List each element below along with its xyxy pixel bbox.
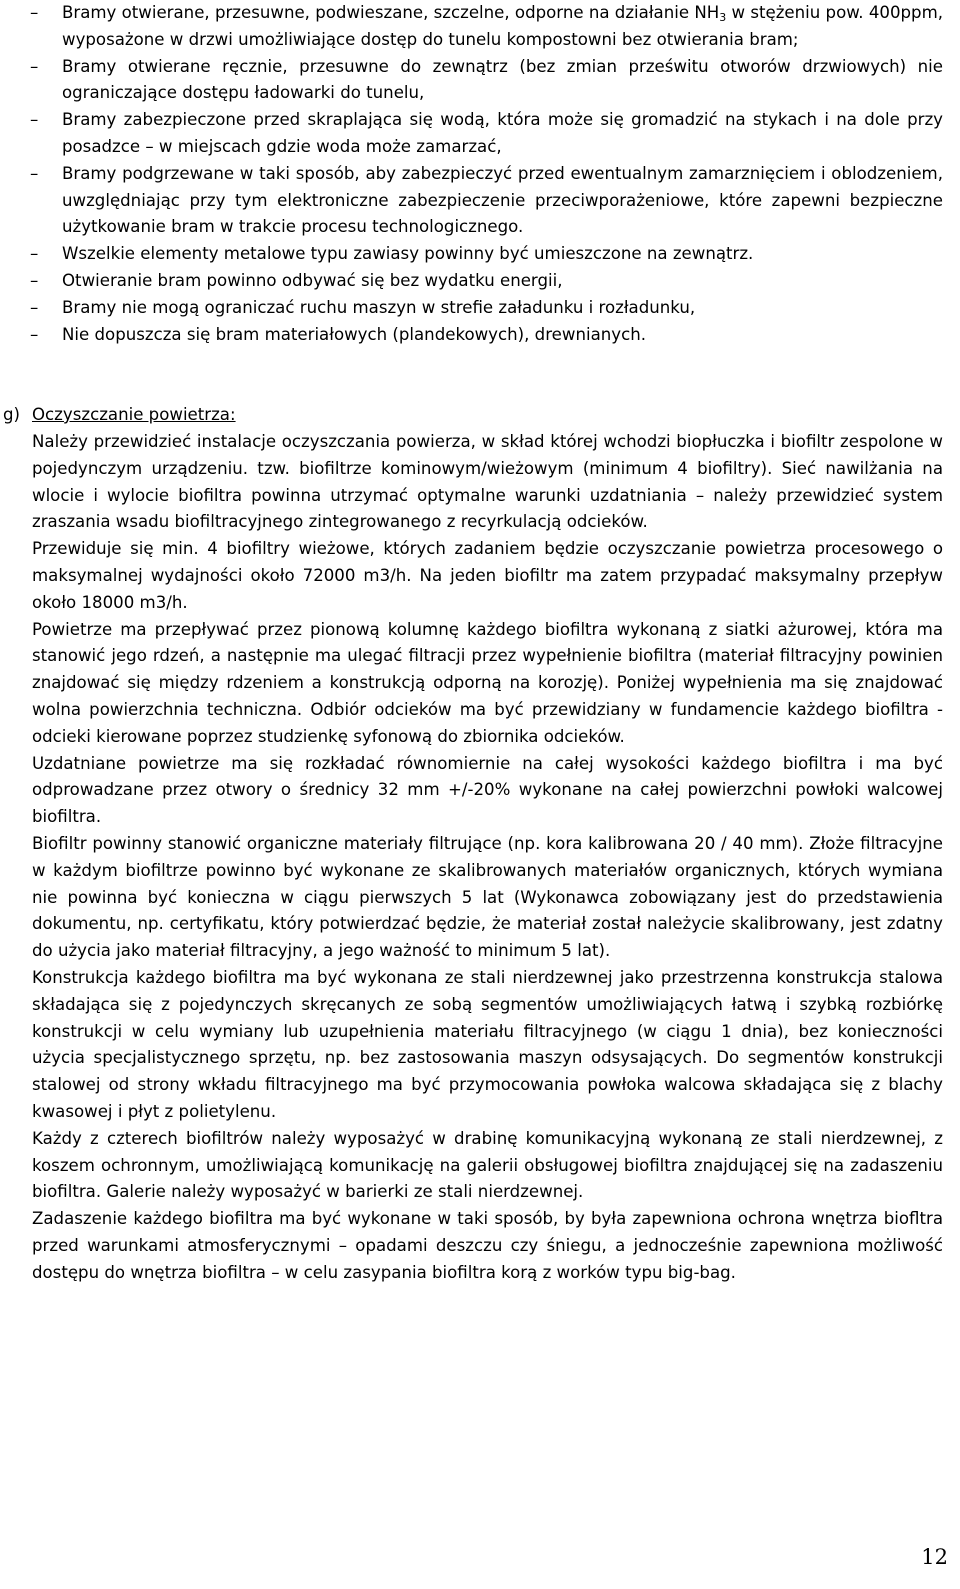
- bullet-dash: –: [30, 110, 39, 130]
- bullet-dash: –: [30, 270, 39, 290]
- bullet-item: – Wszelkie elementy metalowe typu zawiasy powinny być umieszczone na zewnątrz.: [0, 241, 943, 268]
- bullet-dash: –: [30, 324, 39, 344]
- page-number: 12: [921, 1545, 948, 1569]
- paragraph: Konstrukcja każdego biofiltra ma być wykonana ze stali nierdzewnej jako przestrzenna konstrukcja stalowa składająca się z pojedynczych skręcanych ze sobą segmentów umożliwiających łatwą i szybką rozbiórkę konstrukcji w celu wymiany lub uzupełnienia materiału filtracyjnego (w ciągu 1 dnia), bez konieczności użycia specjalistycznego sprzętu, np. bez zastosowania maszyn odsysających. Do segmentów konstrukcji stalowej od strony wkładu filtracyjnego ma być przymocowania powłoka walcowa składająca się z blachy kwasowej i płyt z polietylenu.: [32, 967, 943, 1121]
- paragraph: Każdy z czterech biofiltrów należy wyposażyć w drabinę komunikacyjną wykonaną ze stali nierdzewnej, z koszem ochronnym, umożliwiającą komunikację na galerii obsługowej biofiltra znajdującej się na zadaszeniu biofiltra. Galerie należy wyposażyć w barierki ze stali nierdzewnej.: [32, 1128, 943, 1202]
- paragraph: Należy przewidzieć instalacje oczyszczania powierza, w skład której wchodzi biopłuczka i biofiltr zespolone w pojedynczym urządzeniu. tzw. biofiltrze kominowym/wieżowym (minimum 4 biofiltry). Sieć nawilżania na wlocie i wylocie biofiltra powinna utrzymać optymalne warunki uzdatniania – należy przewidzieć system zraszania wsadu biofiltracyjnego zintegrowanego z recyrkulacją odcieków.: [32, 432, 943, 532]
- paragraph: Biofiltr powinny stanowić organiczne materiały filtrujące (np. kora kalibrowana 20 / 40 mm). Złoże filtracyjne w każdym biofiltrze powinno być wykonane ze skalibrowanych materiałów organicznych, których wymiana nie powinna być konieczna w ciągu pierwszych 5 lat (Wykonawca zobowiązany jest do przedstawienia dokumentu, np. certyfikatu, który potwierdzać będzie, że materiał został należycie skalibrowany, jest zdatny do użycia jako materiał filtracyjny, a jego ważność to minimum 5 lat).: [32, 833, 943, 961]
- gate-requirements-list: [0, 0, 960, 348]
- bullet-dash: –: [30, 56, 39, 76]
- bullet-item: – Bramy zabezpieczone przed skraplająca się wodą, która może się gromadzić na stykach i na dole przy posadzce – w miejscach gdzie woda może zamarzać,: [0, 107, 943, 161]
- bullet-dash: –: [30, 297, 39, 317]
- paragraph: Powietrze ma przepływać przez pionową kolumnę każdego biofiltra wykonaną z siatki ażurowej, która ma stanowić jego rdzeń, a następnie ma ulegać filtracji przez wypełnienie biofiltra (materiał filtracyjny powinien znajdować się między rdzeniem a konstrukcją odporną na korozję). Poniżej wypełnienia ma się znajdować wolna powierzchnia techniczna. Odbiór odcieków ma być przewidziany w fundamencie każdego biofiltra - odcieki kierowane poprzez studzienkę syfonową do zbiornika odcieków.: [32, 619, 943, 746]
- bullet-item: – Bramy otwierane ręcznie, przesuwne do zewnątrz (bez zmian prześwitu otworów drzwiowych) nie ograniczające dostępu ładowarki do tunelu,: [0, 54, 943, 108]
- section-title: Oczyszczanie powietrza:: [32, 405, 236, 424]
- paragraph: Przewiduje się min. 4 biofiltry wieżowe, których zadaniem będzie oczyszczanie powietrza procesowego o maksymalnej wydajności około 72000 m3/h. Na jeden biofiltr ma zatem przypadać maksymalny przepływ około 18000 m3/h.: [32, 539, 943, 612]
- bullet-dash: –: [30, 244, 39, 264]
- bullet-item: – Bramy podgrzewane w taki sposób, aby zabezpieczyć przed ewentualnym zamarznięciem i oblodzeniem, uwzględniając przy tym elektroniczne zabezpieczenie przeciwporażeniowe, które zapewni bezpieczne użytkowanie bram w trakcie procesu technologicznego.: [0, 161, 943, 241]
- section-body: [32, 429, 943, 1287]
- bullet-dash: –: [30, 3, 39, 22]
- bullet-item: – Bramy otwierane, przesuwne, podwieszane, szczelne, odporne na działanie $NH_3$ w stężeniu pow. 400ppm, wyposażone w drzwi umożliwiające dostęp do tunelu kompostowni bez otwierania bram;: [0, 0, 943, 54]
- paragraph: Zadaszenie każdego biofiltra ma być wykonane w taki sposób, by była zapewniona ochrona wnętrza biofltra przed warunkami atmosferycznymi – opadami deszczu czy śniegu, a jednocześnie zapewniona możliwość dostępu do wnętrza biofiltra – w celu zasypania biofiltra korą z worków typu big-bag.: [32, 1209, 943, 1282]
- bullet-dash: –: [30, 163, 39, 183]
- bullet-item: – Bramy nie mogą ograniczać ruchu maszyn w strefie załadunku i rozładunku,: [0, 295, 943, 322]
- paragraph: Uzdatniane powietrze ma się rozkładać równomiernie na całej wysokości każdego biofiltra i ma być odprowadzane przez otwory o średnicy 32 mm +/-20% wykonane na całej powierzchni powłoki walcowej biofiltra.: [32, 753, 943, 827]
- bullet-item: – Otwieranie bram powinno odbywać się bez wydatku energii,: [0, 268, 943, 295]
- section-letter: g): [3, 405, 21, 424]
- bullet-item: – Nie dopuszcza się bram materiałowych (plandekowych), drewnianych.: [0, 322, 943, 349]
